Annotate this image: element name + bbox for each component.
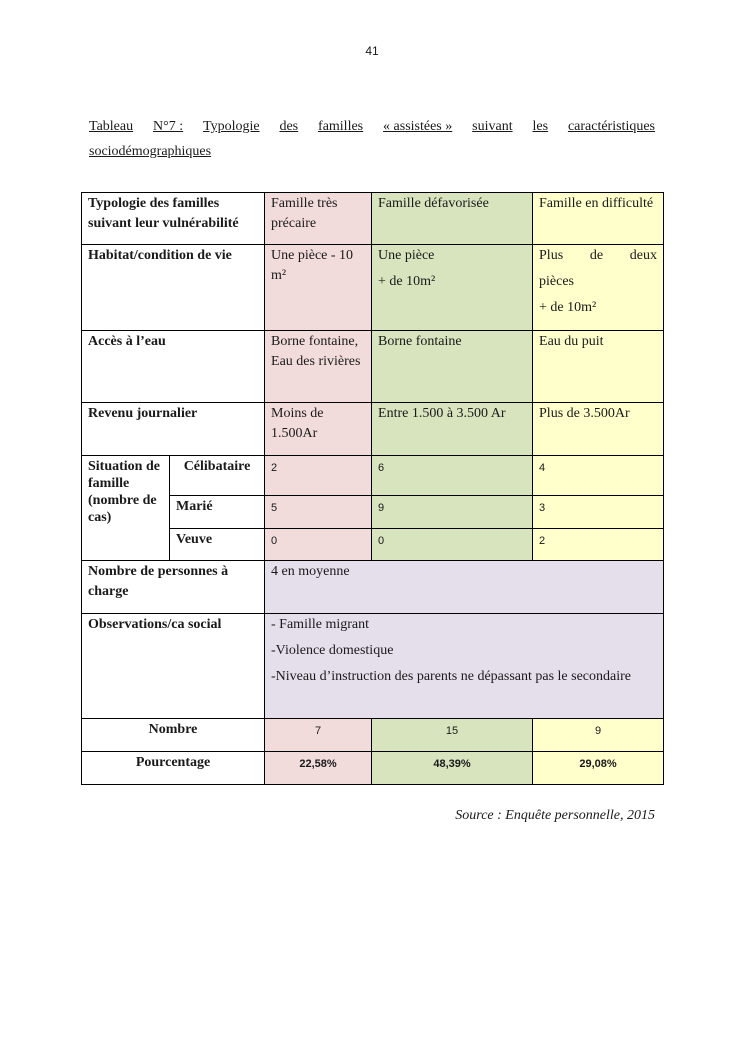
family-row-celibataire — [82, 456, 664, 496]
dependents-row — [82, 561, 664, 614]
percent-row — [82, 752, 664, 785]
header-col-defavorisee: Famille défavorisée — [372, 193, 533, 245]
header-label: Typologie des familles suivant leur vulnérabilité — [82, 193, 265, 245]
habitat-label: Habitat/condition de vie — [82, 245, 265, 331]
family-row-marie — [82, 496, 664, 529]
caption-word: Typologie — [203, 119, 260, 134]
habitat-col1: Une pièce - 10 m² — [265, 245, 372, 331]
family-row-veuve — [82, 529, 664, 561]
dependents-value: 4 en moyenne — [265, 561, 664, 614]
caption-line-1 — [89, 114, 655, 139]
habitat-col3-word: de — [589, 248, 604, 263]
family-value: 2 — [265, 456, 372, 496]
habitat-row — [82, 245, 664, 331]
family-value: 3 — [533, 496, 664, 529]
caption-word: N°7 : — [153, 119, 184, 134]
family-situation-label: Situation de famille (nombre de cas) — [82, 456, 170, 561]
habitat-col3-line2: pièces — [539, 274, 574, 289]
table-caption — [89, 114, 655, 164]
source-note: Source : Enquête personnelle, 2015 — [455, 808, 655, 823]
income-col3: Plus de 3.500Ar — [533, 403, 664, 456]
caption-word: des — [279, 119, 299, 134]
typology-table — [81, 192, 664, 785]
count-value: 9 — [533, 719, 664, 752]
caption-word: les — [532, 119, 549, 134]
page-number: 41 — [365, 44, 379, 58]
dependents-label: Nombre de personnes à charge — [82, 561, 265, 614]
family-value: 2 — [533, 529, 664, 561]
caption-word: suivant — [472, 119, 513, 134]
observation-item: -Violence domestique — [271, 643, 394, 658]
habitat-col3-word: Plus — [539, 248, 564, 263]
caption-line-2: sociodémographiques — [89, 144, 212, 159]
habitat-col2-line1: Une pièce — [378, 248, 435, 263]
family-value: 5 — [265, 496, 372, 529]
count-row — [82, 719, 664, 752]
habitat-col3 — [533, 245, 664, 331]
water-row — [82, 331, 664, 403]
family-status-label: Veuve — [170, 529, 265, 561]
observations-label: Observations/ca social — [82, 614, 265, 719]
percent-label: Pourcentage — [82, 752, 265, 785]
family-status-label: Marié — [170, 496, 265, 529]
count-label: Nombre — [82, 719, 265, 752]
income-col1: Moins de 1.500Ar — [265, 403, 372, 456]
header-col-precaire: Famille très précaire — [265, 193, 372, 245]
income-col2: Entre 1.500 à 3.500 Ar — [372, 403, 533, 456]
percent-value: 48,39% — [372, 752, 533, 785]
habitat-col2 — [372, 245, 533, 331]
caption-word: Tableau — [89, 119, 134, 134]
family-value: 4 — [533, 456, 664, 496]
family-value: 0 — [372, 529, 533, 561]
caption-word: « assistées » — [383, 119, 453, 134]
header-row — [82, 193, 664, 245]
count-value: 15 — [372, 719, 533, 752]
habitat-col3-word: deux — [629, 248, 658, 263]
income-row — [82, 403, 664, 456]
water-col2: Borne fontaine — [372, 331, 533, 403]
income-label: Revenu journalier — [82, 403, 265, 456]
family-value: 6 — [372, 456, 533, 496]
water-label: Accès à l’eau — [82, 331, 265, 403]
family-value: 9 — [372, 496, 533, 529]
percent-value: 22,58% — [265, 752, 372, 785]
family-status-label: Célibataire — [170, 456, 265, 496]
observations-row — [82, 614, 664, 719]
caption-word: familles — [318, 119, 364, 134]
caption-word: caractéristiques — [567, 119, 655, 134]
count-value: 7 — [265, 719, 372, 752]
family-value: 0 — [265, 529, 372, 561]
observations-list — [265, 614, 664, 719]
water-col3: Eau du puit — [533, 331, 664, 403]
water-col1: Borne fontaine, Eau des rivières — [265, 331, 372, 403]
observation-item: - Famille migrant — [271, 617, 369, 632]
observation-item: -Niveau d’instruction des parents ne dépassant pas le secondaire — [271, 669, 632, 684]
habitat-col3-line1 — [539, 246, 657, 266]
habitat-col2-line2: + de 10m² — [378, 274, 436, 289]
habitat-col3-line3: + de 10m² — [539, 300, 597, 315]
header-col-difficulte: Famille en difficulté — [533, 193, 664, 245]
percent-value: 29,08% — [533, 752, 664, 785]
